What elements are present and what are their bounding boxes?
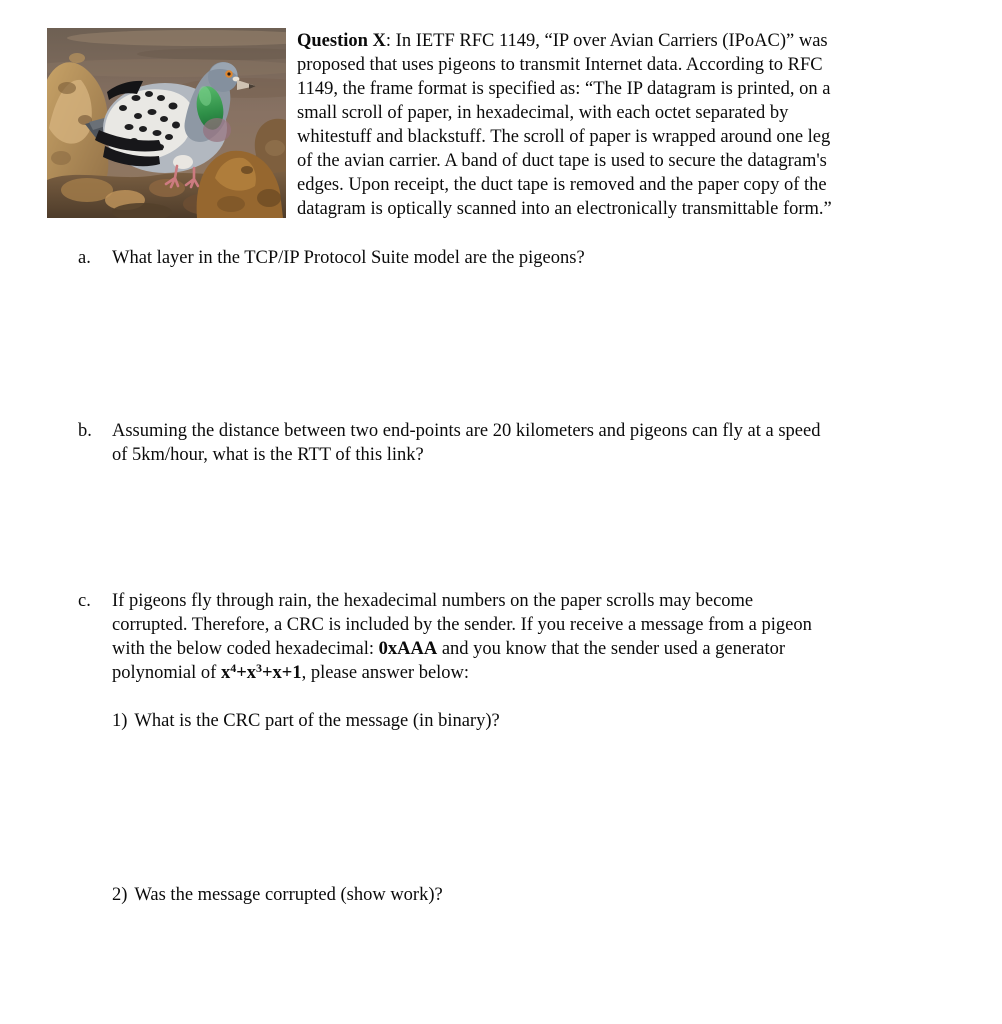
subquestion-1-text: What is the CRC part of the message (in binary)? <box>134 711 500 731</box>
part-c-line-4-pre: polynomial of <box>112 663 221 683</box>
poly-exponent-3: 3 <box>255 661 262 675</box>
subquestion-2 <box>112 883 443 907</box>
pigeon-photo <box>47 28 286 218</box>
question-part-a <box>78 246 585 270</box>
intro-line-5: whitestuff and blackstuff. The scroll of paper is wrapped around one leg <box>297 127 831 147</box>
coded-hex-value: 0xAAA <box>378 639 438 659</box>
generator-polynomial <box>221 663 302 683</box>
poly-exponent-4: 4 <box>230 661 237 675</box>
part-b-text <box>112 419 820 467</box>
subquestion-1 <box>112 709 500 733</box>
intro-line-7: edges. Upon receipt, the duct tape is removed and the paper copy of the <box>297 175 827 195</box>
part-c-label: c. <box>78 591 91 611</box>
question-figure <box>47 28 286 218</box>
intro-line-1-text: : In IETF RFC 1149, “IP over Avian Carriers (IPoAC)” was <box>385 31 828 51</box>
question-intro <box>297 29 987 221</box>
part-c-line-2: corrupted. Therefore, a CRC is included by the sender. If you receive a message from a pigeon <box>112 615 812 635</box>
intro-line-3: 1149, the frame format is specified as: “The IP datagram is printed, on a <box>297 79 831 99</box>
part-c-text <box>112 589 812 685</box>
intro-line-6: of the avian carrier. A band of duct tape is used to secure the datagram's <box>297 151 827 171</box>
part-c-line-1: If pigeons fly through rain, the hexadecimal numbers on the paper scrolls may become <box>112 591 754 611</box>
subquestion-2-text: Was the message corrupted (show work)? <box>134 885 443 905</box>
intro-line-1 <box>297 29 987 53</box>
poly-x1: x <box>220 663 231 683</box>
intro-line-4: small scroll of paper, in hexadecimal, with each octet separated by <box>297 103 789 123</box>
poly-x2: +x <box>236 663 256 683</box>
question-label: Question X <box>297 31 386 51</box>
intro-line-8: datagram is optically scanned into an electronically transmittable form.” <box>297 199 832 219</box>
subquestion-2-label: 2) <box>112 885 128 905</box>
intro-line-2: proposed that uses pigeons to transmit Internet data. According to RFC <box>297 55 823 75</box>
question-part-c <box>78 589 812 685</box>
part-a-text: What layer in the TCP/IP Protocol Suite model are the pigeons? <box>112 248 585 268</box>
part-c-line-4-post: , please answer below: <box>301 663 470 683</box>
part-c-line-4 <box>112 661 812 685</box>
part-c-line-3-post: and you know that the sender used a generator <box>437 639 786 659</box>
subquestion-1-label: 1) <box>112 711 128 731</box>
poly-tail: +x+1 <box>261 663 302 683</box>
part-b-label: b. <box>78 421 92 441</box>
part-c-line-3-pre: with the below coded hexadecimal: <box>112 639 379 659</box>
question-part-b <box>78 419 820 467</box>
part-c-line-3 <box>112 637 812 661</box>
part-b-line-2: of 5km/hour, what is the RTT of this link? <box>112 445 424 465</box>
part-a-label: a. <box>78 248 91 268</box>
part-b-line-1: Assuming the distance between two end-points are 20 kilometers and pigeons can fly at a speed <box>112 421 821 441</box>
